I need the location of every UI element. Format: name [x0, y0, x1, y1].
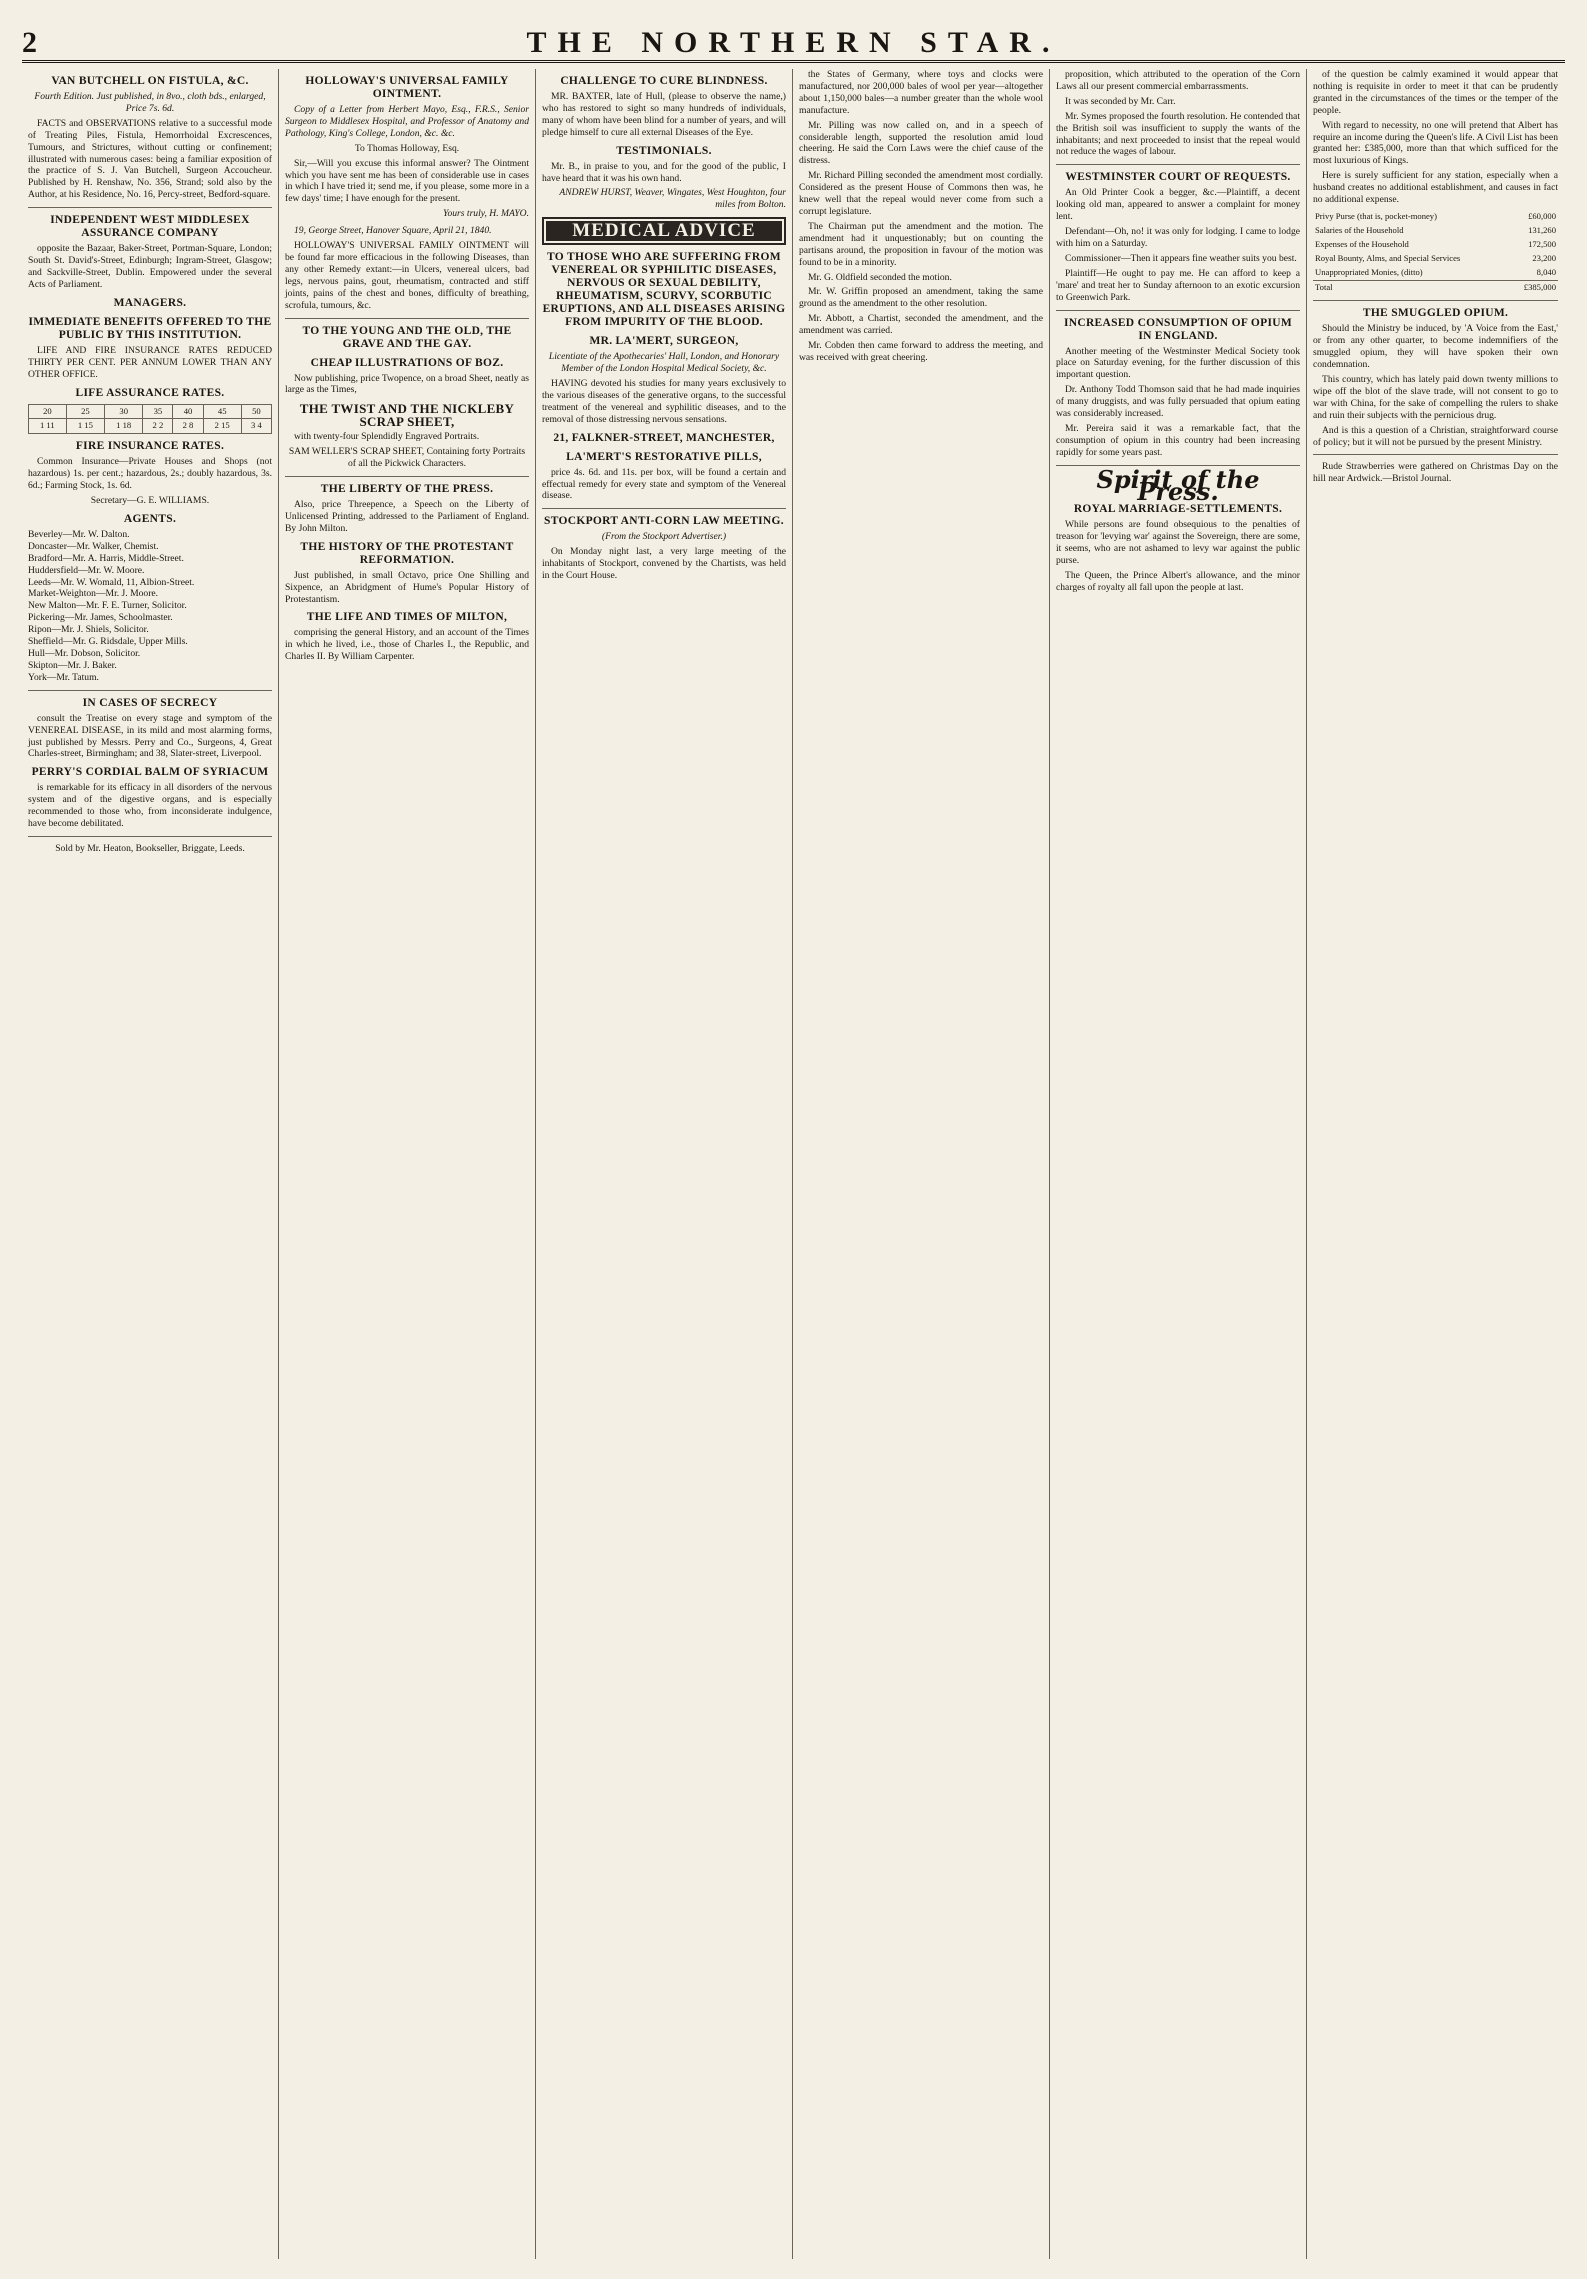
rates-age: 25: [66, 404, 104, 419]
stockport-heading: STOCKPORT ANTI-CORN LAW MEETING.: [544, 515, 784, 528]
article-paragraph: Mr. G. Oldfield seconded the motion.: [808, 271, 952, 283]
medical-heading: TO THOSE WHO ARE SUFFERING FROM VENEREAL OR SYPHILITIC DISEASES, NERVOUS OR SEXUAL DEBILITY, RHEUMATISM, SCURVY, SCORBUTIC ERUPTIONS, AND ALL DISEASES ARISING FROM IMPURITY OF THE BLOOD.: [542, 251, 786, 329]
westminster-paragraph: Defendant—Oh, no! it was only for lodging. I came to lodge with him on a Saturday.: [1056, 226, 1300, 249]
rates-values-row: [29, 419, 272, 434]
sold-by: Sold by Mr. Heaton, Bookseller, Briggate, Leeds.: [55, 842, 245, 854]
van-butchell-heading: VAN BUTCHELL ON FISTULA, &C.: [51, 75, 249, 87]
article-paragraph: Mr. Abbott, a Chartist, seconded the amendment, and the amendment was carried.: [799, 313, 1043, 337]
rates-age: 35: [143, 404, 173, 419]
civil-list-value: 172,500: [1528, 238, 1556, 249]
civil-list-table: [1313, 210, 1558, 294]
civil-list-label: Unappropriated Monies, (ditto): [1315, 266, 1423, 277]
opium-heading: INCREASED CONSUMPTION OF OPIUM IN ENGLAND.: [1063, 316, 1293, 342]
article-paragraph: Mr. Richard Pilling seconded the amendment most cordially. Considered as the present House of Commons then was, he knew well that the repeal would never come from such a corrupt legislature.: [799, 170, 1043, 217]
rates-age: 20: [29, 404, 67, 419]
royal-paragraph: The Queen, the Prince Albert's allowance, and the minor charges of royalty all fall upon the people at last.: [1056, 570, 1300, 593]
civil-list-value: £60,000: [1528, 210, 1556, 221]
agent-item: Bradford—Mr. A. Harris, Middle-Street.: [28, 552, 184, 564]
ointment-text: HOLLOWAY'S UNIVERSAL FAMILY OINTMENT will be found far more efficacious in the following Diseases, than any other Remedy extant:—in Ulcers, venereal ulcers, bad legs, nervous pains, gout, rheumatism, contracted and stiff joints, pains of the chest and bones, difficulty of breathing, scrofula, tumours, &c.: [285, 240, 529, 311]
masthead: [22, 14, 1565, 63]
letter-to: To Thomas Holloway, Esq.: [354, 142, 460, 154]
civil-list-row: [1313, 238, 1558, 252]
civil-list-row: [1313, 210, 1558, 224]
holloway-heading: HOLLOWAY'S UNIVERSAL FAMILY OINTMENT.: [305, 75, 509, 100]
article-paragraph: The Chairman put the amendment and the motion. The amendment had it unquestionably; but on counting the partisans around, the proposition in favour of the motion was found to be in a minority.: [799, 220, 1043, 268]
tracts-heading: THE LIBERTY OF THE PRESS.: [320, 483, 494, 496]
fire-heading: FIRE INSURANCE RATES.: [75, 440, 225, 453]
cases-text: consult the Treatise on every stage and symptom of the VENEREAL DISEASE, in its mild and most alarming forms, just published by Messrs. Perry and Co., Surgeons, 4, Great Charles-street, Birmingham; and 38, Slater-street, Liverpool.: [28, 712, 272, 760]
rates-age: 50: [241, 404, 271, 419]
column-4: [793, 69, 1050, 2259]
opium-paragraph: Dr. Anthony Todd Thomson said that he had made inquiries of many druggists, and was fully persuaded that opium eating was considerably increased.: [1056, 384, 1300, 420]
civil-list-row: [1313, 224, 1558, 238]
column-3: [536, 69, 793, 2259]
opium-paragraph: Another meeting of the Westminster Medical Society took place on Saturday evening, for the further discussion of this important question.: [1056, 345, 1300, 381]
rates-value: 1 11: [29, 419, 67, 434]
article-paragraph: Mr. W. Griffin proposed an amendment, taking the same ground as the amendment to the other resolution.: [799, 286, 1043, 310]
letter-address: 19, George Street, Hanover Square, April 21, 1840.: [294, 225, 492, 237]
cases-heading: IN CASES OF SECRECY: [82, 696, 218, 709]
balm-text: is remarkable for its efficacy in all disorders of the nervous system and of the digestive organs, and is especially recommended to those who, from inconsiderate indulgence, have become debilitated.: [28, 782, 272, 830]
pills-heading: LA'MERT'S RESTORATIVE PILLS,: [566, 450, 762, 463]
civil-list-row: [1313, 252, 1558, 266]
agent-item: New Malton—Mr. F. E. Turner, Solicitor.: [28, 600, 187, 612]
agent-item: York—Mr. Tatum.: [28, 671, 99, 683]
testimonial-signature: ANDREW HURST, Weaver, Wingates, West Houghton, four miles from Bolton.: [559, 187, 786, 211]
civil-list-value: £385,000: [1510, 280, 1558, 294]
smuggled-heading: THE SMUGGLED OPIUM.: [1362, 307, 1509, 320]
twist-text: with twenty-four Splendidly Engraved Portraits.: [294, 431, 480, 443]
westminster-heading: WESTMINSTER COURT OF REQUESTS.: [1065, 171, 1291, 184]
civil-list-value: 131,260: [1528, 224, 1556, 235]
balm-heading: PERRY'S CORDIAL BALM OF SYRIACUM: [31, 766, 269, 779]
history-heading: THE HISTORY OF THE PROTESTANT REFORMATION.: [300, 540, 514, 566]
article-paragraph: It was seconded by Mr. Carr.: [1065, 95, 1176, 107]
spirit-of-the-press-title: Spirit of the Press.: [1096, 464, 1260, 506]
testimonials-heading: TESTIMONIALS.: [616, 144, 712, 157]
rates-table: [28, 404, 272, 435]
westminster-paragraph: Commissioner—Then it appears fine weather suits you best.: [1065, 252, 1297, 264]
civil-list-value: 8,040: [1536, 266, 1556, 277]
opium-paragraph: Mr. Pereira said it was a remarkable fact, that the consumption of opium in this country had been increasing rapidly for some years past.: [1056, 422, 1300, 458]
divider: [28, 836, 272, 837]
article-paragraph: With regard to necessity, no one will pretend that Albert has require an income during the Queen's life. A Civil List has been granted her: £385,000, more than that which sufficed for the most luxurious of Kings.: [1313, 119, 1558, 167]
tracts-text: Also, price Threepence, a Speech on the Liberty of Unlicensed Printing, addressed to the Parliament of England. By John Milton.: [285, 499, 529, 534]
agent-item: Beverley—Mr. W. Dalton.: [28, 528, 130, 540]
divider: [542, 508, 786, 509]
article-paragraph: Mr. Cobden then came forward to address the meeting, and was received with great cheering.: [799, 340, 1043, 363]
rates-value: 2 8: [173, 419, 203, 434]
benefits-heading: IMMEDIATE BENEFITS OFFERED TO THE PUBLIC BY THIS INSTITUTION.: [28, 315, 272, 341]
rates-ages-row: [29, 404, 272, 419]
smuggled-paragraph: Should the Ministry be induced, by 'A Voice from the East,' or from any other quarter, to become indemnifiers of the smuggled opium, they will have spoken their own condemnation.: [1313, 323, 1558, 371]
testimonial-text: Mr. B., in praise to you, and for the good of the public, I have heard that it was his own hand.: [542, 160, 786, 184]
article-paragraph: Mr. Symes proposed the fourth resolution. He contended that the British soil was insufficient to supply the wants of the inhabitants; and next proceeded to insist that the repeal would not reduce the wages of labour.: [1056, 110, 1300, 158]
smuggled-paragraph: This country, which has lately paid down twenty millions to wipe off the blot of the slave trade, will not consent to go to war with China, for the sake of compelling the rulers to shake and ruin their subjects with the pernicious drug.: [1313, 374, 1558, 421]
insurance-heading: INDEPENDENT WEST MIDDLESEX ASSURANCE COMPANY: [50, 214, 250, 240]
doctor-name: MR. LA'MERT, SURGEON,: [589, 335, 739, 348]
stockport-source: (From the Stockport Advertiser.): [601, 531, 727, 543]
doctor-address: 21, FALKNER-STREET, MANCHESTER,: [553, 431, 775, 444]
letter-intro: Copy of a Letter from Herbert Mayo, Esq., F.R.S., Senior Surgeon to Middlesex Hospital, and Professor of Anatomy and Pathology, King's College, London, &c. &c.: [285, 104, 529, 139]
divider: [28, 207, 272, 208]
divider: [28, 690, 272, 691]
agent-item: Hull—Mr. Dobson, Solicitor.: [28, 648, 141, 659]
agent-item: Huddersfield—Mr. W. Moore.: [28, 564, 145, 576]
agent-item: Leeds—Mr. W. Womald, 11, Albion-Street.: [28, 576, 195, 588]
cheap-text: Now publishing, price Twopence, on a broad Sheet, neatly as large as the Times,: [285, 372, 529, 396]
article-paragraph: Mr. Pilling was now called on, and in a speech of considerable length, supported the resolution amid loud cheering. He said the Corn Laws were the chief cause of the distress.: [799, 119, 1043, 167]
westminster-paragraph: An Old Printer Cook a begger, &c.—Plaintiff, a decent looking old man, appeared to answer a complaint for money lent.: [1056, 187, 1300, 223]
van-butchell-body: FACTS and OBSERVATIONS relative to a successful mode of Treating Piles, Fistula, Hemorrhoidal Excrescences, Tumours, and Strictures, without cutting or confinement; illustrated with numerous cases: being a familiar exposition of the practice of S. J. Van Butchell, Surgeon Accoucheur. Published by H. Renshaw, No. 356, Strand; sold also by the Author, at his Residence, No. 16, Percy-street, Bedford-square.: [28, 117, 272, 201]
rates-age: 40: [173, 404, 203, 419]
rates-value: 2 2: [143, 419, 173, 434]
benefits-text: LIFE AND FIRE INSURANCE RATES REDUCED THIRTY PER CENT. PER ANNUM LOWER THAN ANY OTHER OFFICE.: [28, 344, 272, 380]
smuggled-paragraph: And is this a question of a Christian, straightforward course of policy; but it will not be pursued by the present Ministry.: [1313, 424, 1558, 448]
civil-list-row: [1313, 280, 1558, 294]
medical-advice-banner: MEDICAL ADVICE: [542, 217, 786, 245]
divider: [1313, 300, 1558, 301]
twist-heading: THE TWIST AND THE NICKLEBY SCRAP SHEET,: [299, 401, 515, 430]
newspaper-title: THE NORTHERN STAR.: [526, 26, 1061, 59]
fire-text: Common Insurance—Private Houses and Shops (not hazardous) 1s. per cent.; hazardous, 2s.; doubly hazardous, 3s. 6d.; Farming Stock, 1s. 6d.: [28, 456, 272, 492]
column-5: [1050, 69, 1307, 2259]
page-number: 2: [22, 26, 37, 59]
column-1: [22, 69, 279, 2259]
article-paragraph: proposition, which attributed to the operation of the Corn Laws all our present commercial embarrassments.: [1056, 69, 1300, 92]
divider: [285, 318, 529, 319]
agent-item: Skipton—Mr. J. Baker.: [28, 659, 117, 671]
agent-item: Doncaster—Mr. Walker, Chemist.: [28, 540, 159, 552]
rates-value: 2 15: [203, 419, 241, 434]
article-paragraph: of the question be calmly examined it would appear that nothing is requisite in order to meet it that can be prudently granted in the circumstances of the times or the temper of the people.: [1313, 69, 1558, 116]
milton-heading: THE LIFE AND TIMES OF MILTON,: [306, 611, 508, 624]
rates-value: 1 18: [105, 419, 143, 434]
stockport-text: On Monday night last, a very large meeting of the inhabitants of Stockport, convened by the Chartists, was held in the Court House.: [542, 546, 786, 582]
civil-list-label: Expenses of the Household: [1315, 238, 1409, 249]
closing-note: Rude Strawberries were gathered on Christmas Day on the hill near Ardwick.—Bristol Journal.: [1313, 461, 1558, 485]
rates-value: 1 15: [66, 419, 104, 434]
article-paragraph: the States of Germany, where toys and clocks were manufactured, nor 200,000 bales of wool per year—altogether about 1,150,000 bales—a number greater than the whole wool manufacture.: [799, 69, 1043, 116]
letter-body: Sir,—Will you excuse this informal answer? The Ointment which you have sent me has been of considerable use in cases in which I have tried it; send me, if you please, some more in a few days' time; I have enough for the present.: [285, 157, 529, 205]
civil-list-value: 23,200: [1532, 252, 1556, 263]
divider: [1056, 164, 1300, 165]
van-butchell-intro: Fourth Edition. Just published, in 8vo., cloth bds., enlarged, Price 7s. 6d.: [34, 91, 266, 114]
rates-age: 30: [105, 404, 143, 419]
letter-signature: Yours truly, H. MAYO.: [442, 208, 529, 220]
blindness-body: MR. BAXTER, late of Hull, (please to observe the name,) who has restored to sight so many hundreds of individuals, many of whom have been blind for a number of years, and will pledge himself to cure all external Diseases of the Eye.: [542, 91, 786, 138]
westminster-paragraph: Plaintiff—He ought to pay me. He can afford to keep a 'mare' and treat her to Sunday afternoon to an exotic excursion to Greenwich Park.: [1056, 267, 1300, 303]
cheap-heading: CHEAP ILLUSTRATIONS OF BOZ.: [310, 356, 504, 369]
weller-text: SAM WELLER'S SCRAP SHEET, Containing forty Portraits of all the Pickwick Characters.: [288, 446, 526, 470]
divider: [285, 476, 529, 477]
blindness-heading: CHALLENGE TO CURE BLINDNESS.: [560, 75, 768, 87]
agents-list: [28, 529, 272, 684]
civil-list-label: Royal Bounty, Alms, and Special Services: [1315, 252, 1461, 263]
column-2: [279, 69, 536, 2259]
doctor-title: Licentiate of the Apothecaries' Hall, London, and Honorary Member of the London Hospital Medical Society, &c.: [548, 351, 780, 375]
royal-paragraph: While persons are found obsequious to the penalties of treason for 'levying war' against the Sovereign, there are some, it seems, who are not ashamed to levy war against the public purse.: [1056, 519, 1300, 567]
medical-text: HAVING devoted his studies for many years exclusively to the various diseases of the generative organs, to the successful treatment of the venereal and syphilitic diseases, and to the removal of those distressing nervous sensations.: [542, 377, 786, 425]
civil-list-label: Salaries of the Household: [1315, 224, 1404, 235]
history-text: Just published, in small Octavo, price One Shilling and Sixpence, an Abridgment of Hume's Popular History of Protestantism.: [285, 569, 529, 605]
divider: [1313, 454, 1558, 455]
managers-label: MANAGERS.: [113, 296, 187, 309]
civil-list-row: [1313, 266, 1558, 280]
rates-label: LIFE ASSURANCE RATES.: [75, 386, 225, 399]
insurance-text: opposite the Bazaar, Baker-Street, Portman-Square, London; South St. David's-Street, Edinburgh; Ingram-Street, Glasgow; and Sackville-Street, Dublin. Empowered under the several Acts of Parliament.: [28, 243, 272, 290]
rates-age: 45: [203, 404, 241, 419]
milton-text: comprising the general History, and an account of the Times in which he lived, i.e., those of Charles I., the Republic, and Charles II. By William Carpenter.: [285, 627, 529, 663]
agents-label: AGENTS.: [123, 512, 177, 525]
royal-heading: ROYAL MARRIAGE-SETTLEMENTS.: [1073, 503, 1283, 516]
column-6: [1307, 69, 1564, 2259]
article-paragraph: Here is surely sufficient for any station, especially when a husband creates no additional establishment, and causes in fact no additional expense.: [1313, 170, 1558, 206]
civil-list-label: Total: [1313, 280, 1510, 294]
young-heading: TO THE YOUNG AND THE OLD, THE GRAVE AND THE GAY.: [302, 324, 512, 350]
divider: [1056, 310, 1300, 311]
agent-item: Sheffield—Mr. G. Ridsdale, Upper Mills.: [28, 636, 188, 648]
columns: [22, 69, 1565, 2259]
agent-item: Ripon—Mr. J. Shiels, Solicitor.: [28, 624, 149, 636]
pills-text: price 4s. 6d. and 11s. per box, will be found a certain and effectual remedy for every state and symptom of the Venereal disease.: [542, 466, 786, 502]
civil-list-label: Privy Purse (that is, pocket-money): [1315, 210, 1437, 221]
rates-value: 3 4: [241, 419, 271, 434]
agent-item: Pickering—Mr. James, Schoolmaster.: [28, 612, 173, 624]
secretary: Secretary—G. E. WILLIAMS.: [90, 495, 210, 507]
agent-item: Market-Weighton—Mr. J. Moore.: [28, 588, 159, 600]
